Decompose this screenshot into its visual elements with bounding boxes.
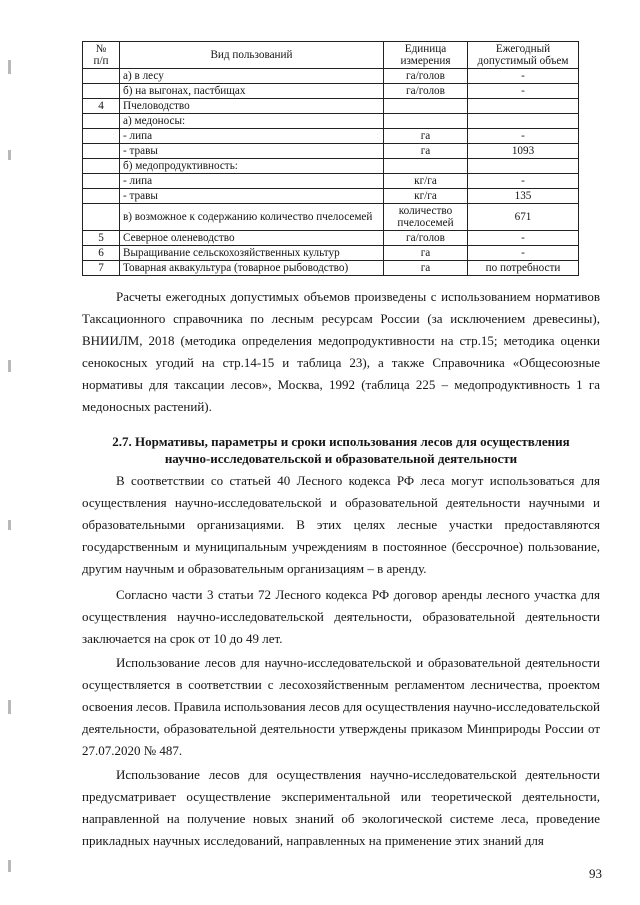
paragraph-article-72 bbox=[82, 584, 600, 650]
table-row bbox=[83, 114, 579, 129]
text-line: Расчеты ежегодных допустимых объемов произведены с использованием нормативов bbox=[116, 289, 600, 304]
cell-num: 7 bbox=[83, 261, 120, 276]
cell-volume: 1093 bbox=[468, 144, 579, 159]
text-line: деятельности, образовательной деятельности утверждены приказом Минприроды России от bbox=[82, 721, 600, 736]
cell-num bbox=[83, 114, 120, 129]
cell-kind: Северное оленеводство bbox=[120, 231, 384, 246]
table-row bbox=[83, 174, 579, 189]
cell-unit: кг/га bbox=[384, 189, 468, 204]
table-row bbox=[83, 129, 579, 144]
scan-mark bbox=[8, 360, 11, 372]
heading-line-2: научно-исследовательской и образовательной деятельности bbox=[164, 451, 518, 466]
text-line: образовательными организациями. В этих целях лесные участки предоставляются bbox=[82, 517, 600, 532]
cell-unit: га/голов bbox=[384, 84, 468, 99]
text-line: 27.07.2020 № 487. bbox=[82, 743, 183, 758]
cell-unit bbox=[384, 159, 468, 174]
cell-unit: га/голов bbox=[384, 69, 468, 84]
table-row bbox=[83, 204, 579, 231]
text-line: Таксационного справочника по лесным ресурсам России (за исключением древесины), bbox=[82, 311, 600, 326]
section-heading bbox=[82, 433, 600, 467]
cell-volume: - bbox=[468, 174, 579, 189]
text-line: осуществляется в соответствии с лесохозяйственным регламентом лесничества, проектом bbox=[82, 677, 600, 692]
text-line: Использование лесов для осуществления научно-исследовательской деятельности bbox=[116, 767, 600, 782]
cell-kind: б) медопродуктивность: bbox=[120, 159, 384, 174]
cell-kind: Выращивание сельскохозяйственных культур bbox=[120, 246, 384, 261]
table-row bbox=[83, 84, 579, 99]
cell-num bbox=[83, 174, 120, 189]
cell-num bbox=[83, 69, 120, 84]
cell-volume: 135 bbox=[468, 189, 579, 204]
paragraph-article-40 bbox=[82, 470, 600, 580]
scan-mark bbox=[8, 860, 11, 872]
text-line: сенокосных угодий на стр.14-15 и таблица 23), а также Справочника «Общесоюзные bbox=[82, 355, 600, 370]
cell-num bbox=[83, 204, 120, 231]
cell-unit: га/голов bbox=[384, 231, 468, 246]
forest-use-table bbox=[82, 41, 579, 276]
cell-unit: га bbox=[384, 144, 468, 159]
cell-unit: га bbox=[384, 246, 468, 261]
cell-volume bbox=[468, 159, 579, 174]
text-line: ВНИИЛМ, 2018 (методика определения медопродуктивности на стр.15; методика оценки bbox=[82, 333, 600, 348]
text-line: направленной на получение новых знаний об экологической системе леса, проведение bbox=[82, 811, 600, 826]
text-line: осуществления научно-исследовательской деятельности, образовательной деятельности bbox=[82, 609, 600, 624]
cell-unit bbox=[384, 99, 468, 114]
cell-kind: а) медоносы: bbox=[120, 114, 384, 129]
cell-num bbox=[83, 129, 120, 144]
text-line: прикладных научных исследований, направленных на применение этих знаний для bbox=[82, 833, 544, 848]
cell-kind: б) на выгонах, пастбищах bbox=[120, 84, 384, 99]
cell-num: 6 bbox=[83, 246, 120, 261]
cell-unit: кг/га bbox=[384, 174, 468, 189]
text-line: Согласно части 3 статьи 72 Лесного кодекса РФ договор аренды лесного участка для bbox=[116, 587, 600, 602]
page-number: 93 bbox=[589, 866, 602, 881]
paragraph-regulations bbox=[82, 652, 600, 762]
cell-kind: а) в лесу bbox=[120, 69, 384, 84]
cell-kind: - травы bbox=[120, 144, 384, 159]
cell-unit bbox=[384, 114, 468, 129]
heading-line-1: 2.7. Нормативы, параметры и сроки использования лесов для осуществления bbox=[112, 434, 570, 449]
text-line: государственным и муниципальным учреждениям в постоянное (бессрочное) пользование, bbox=[82, 539, 600, 554]
cell-kind: в) возможное к содержанию количество пчелосемей bbox=[120, 204, 384, 231]
cell-unit: количество пчелосемей bbox=[384, 204, 468, 231]
scan-mark bbox=[8, 150, 11, 160]
text-line: заключается на срок от 10 до 49 лет. bbox=[82, 631, 283, 646]
scan-mark bbox=[8, 520, 11, 530]
paragraph-methodology bbox=[82, 286, 600, 418]
header-unit: Единица измерения bbox=[384, 42, 468, 69]
table-row bbox=[83, 189, 579, 204]
cell-num bbox=[83, 144, 120, 159]
table-row bbox=[83, 159, 579, 174]
header-volume: Ежегодный допустимый объем bbox=[468, 42, 579, 69]
header-kind: Вид пользований bbox=[120, 42, 384, 69]
cell-volume: - bbox=[468, 69, 579, 84]
text-line: нормативы для таксации лесов», Москва, 1992 (таблица 225 – медопродуктивность 1 га bbox=[82, 377, 600, 392]
text-line: освоения лесов. Правила использования лесов для осуществления научно-исследовательской bbox=[82, 699, 600, 714]
cell-num: 4 bbox=[83, 99, 120, 114]
cell-num bbox=[83, 84, 120, 99]
cell-kind: - липа bbox=[120, 129, 384, 144]
cell-volume: - bbox=[468, 246, 579, 261]
text-line: предусматривает осуществление экспериментальной или теоретической деятельности, bbox=[82, 789, 600, 804]
text-line: В соответствии со статьей 40 Лесного кодекса РФ леса могут использоваться для bbox=[116, 473, 600, 488]
cell-volume bbox=[468, 114, 579, 129]
cell-volume: по потребности bbox=[468, 261, 579, 276]
header-num: № п/п bbox=[83, 42, 120, 69]
table-header-row bbox=[83, 42, 579, 69]
cell-num bbox=[83, 189, 120, 204]
cell-kind: Пчеловодство bbox=[120, 99, 384, 114]
table-row bbox=[83, 231, 579, 246]
scan-mark bbox=[8, 700, 11, 714]
cell-unit: га bbox=[384, 261, 468, 276]
table-row bbox=[83, 99, 579, 114]
table-row bbox=[83, 69, 579, 84]
scan-mark bbox=[8, 60, 11, 74]
cell-volume: 671 bbox=[468, 204, 579, 231]
cell-num: 5 bbox=[83, 231, 120, 246]
cell-num bbox=[83, 159, 120, 174]
paragraph-research-use bbox=[82, 764, 600, 852]
cell-volume: - bbox=[468, 231, 579, 246]
table-row bbox=[83, 144, 579, 159]
text-line: осуществления научно-исследовательской и образовательной деятельности научными и bbox=[82, 495, 600, 510]
cell-kind: Товарная аквакультура (товарное рыбоводство) bbox=[120, 261, 384, 276]
cell-unit: га bbox=[384, 129, 468, 144]
cell-volume bbox=[468, 99, 579, 114]
cell-kind: - травы bbox=[120, 189, 384, 204]
table-row bbox=[83, 261, 579, 276]
cell-volume: - bbox=[468, 129, 579, 144]
text-line: Использование лесов для научно-исследовательской и образовательной деятельности bbox=[116, 655, 600, 670]
text-line: другим научным и образовательным организациям – в аренду. bbox=[82, 561, 427, 576]
cell-volume: - bbox=[468, 84, 579, 99]
table-row bbox=[83, 246, 579, 261]
text-line: медоносных растений). bbox=[82, 399, 212, 414]
cell-kind: - липа bbox=[120, 174, 384, 189]
